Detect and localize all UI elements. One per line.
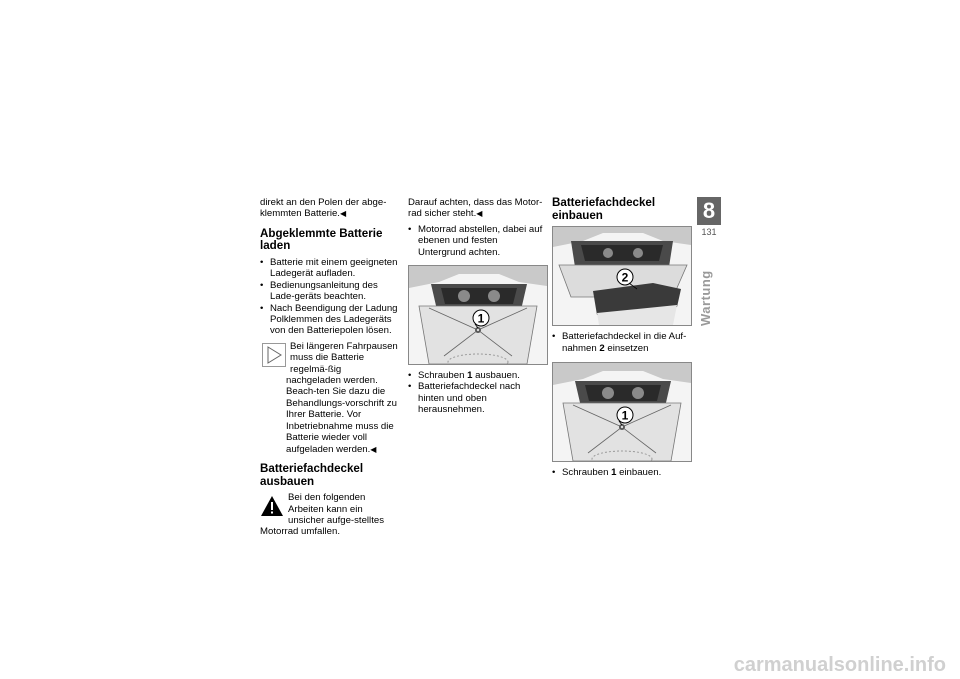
remove-steps-list — [408, 370, 546, 416]
chapter-number: 8 — [697, 197, 721, 225]
warning-block — [260, 492, 398, 538]
warning-text: Bei den folgenden Arbeiten kann ein unsicher aufge-stelltes Motorrad umfallen. — [260, 492, 384, 538]
heading-cover-install: Batteriefachdeckel einbauen — [552, 196, 656, 222]
callout-1: 1 — [621, 408, 629, 423]
callout-1: 1 — [477, 311, 485, 326]
chapter-tab — [697, 197, 721, 237]
install-steps-list — [552, 467, 692, 478]
note-text: Bei längeren Fahrpausen muss die Batterie regelmä-ßig nachgeladen werden. Beach-ten Sie dazu die Behandlungs-vorschrift zu Ihrer Batterie. Vor Inbetriebnahme muss die Batterie wieder voll aufgeladen werden. — [286, 340, 398, 455]
figure-cover-removal — [408, 265, 548, 365]
col2-intro: Darauf achten, dass das Motor-rad sicher steht.◀ — [408, 197, 543, 220]
list-item: • Batteriefachdeckel in die Auf-nahmen 2 einsetzen — [552, 331, 692, 354]
callout-2: 2 — [621, 270, 629, 285]
heading-cover-remove: Batteriefachdeckel ausbauen — [260, 461, 364, 488]
illustration-battery-compartment — [409, 266, 547, 364]
section-label-text: Wartung — [698, 270, 713, 326]
illustration-cover-insert — [553, 227, 691, 325]
end-mark-icon: ◀ — [476, 209, 483, 219]
warning-triangle-icon — [260, 494, 284, 518]
figure-screw-install — [552, 362, 692, 462]
page-number: 131 — [701, 227, 717, 237]
figure-cover-insert — [552, 226, 692, 326]
insert-steps-list — [552, 331, 692, 354]
illustration-screw-install — [553, 363, 691, 461]
park-steps-list — [408, 224, 546, 258]
list-item: • Schrauben 1 einbauen. — [552, 467, 692, 478]
list-item: • Batteriefachdeckel nach hinten und oben herausnehmen. — [408, 381, 546, 415]
list-item: • Motorrad abstellen, dabei auf ebenen und festen Untergrund achten. — [408, 224, 546, 258]
end-mark-icon: ◀ — [370, 444, 377, 454]
watermark: carmanualsonline.info — [733, 654, 946, 676]
note-triangle-icon — [262, 343, 286, 367]
column-1 — [260, 197, 398, 538]
list-item: • Nach Beendigung der Ladung Polklemmen des Ladegeräts von den Batteriepolen lösen. — [260, 303, 398, 337]
section-label — [690, 270, 730, 330]
column-2 — [408, 197, 546, 416]
heading-battery-charge: Abgeklemmte Batterie laden — [260, 226, 383, 253]
list-item: • Bedienungsanleitung des Lade-geräts beachten. — [260, 280, 398, 303]
list-item: • Batterie mit einem geeigneten Ladegerät aufladen. — [260, 257, 398, 280]
col1-intro: direkt an den Polen der abge-klemmten Batterie.◀ — [260, 197, 387, 220]
end-mark-icon: ◀ — [339, 209, 347, 219]
list-item: • Schrauben 1 ausbauen. — [408, 370, 546, 381]
note-block — [260, 341, 398, 455]
column-3 — [552, 197, 692, 478]
charge-steps-list — [260, 257, 398, 337]
